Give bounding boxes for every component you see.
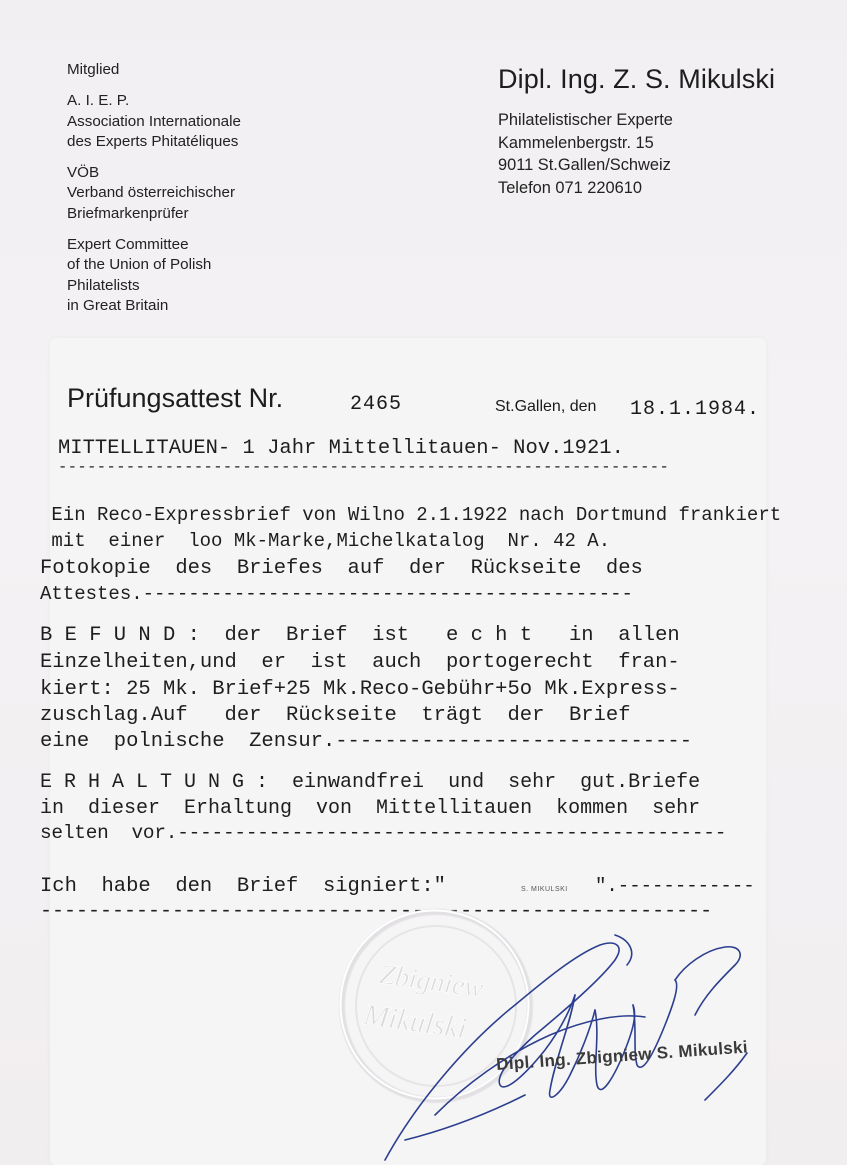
- membership-heading: Mitglied: [67, 61, 120, 78]
- certificate-number: 2465: [350, 393, 403, 416]
- membership-polish-committee: [67, 235, 367, 316]
- membership-aiep: [67, 91, 367, 152]
- certificate-date: 18.1.1984.: [630, 398, 761, 421]
- expert-street: Kammelenbergstr. 15: [498, 133, 654, 152]
- seal-text: Mikulski: [361, 998, 469, 1046]
- condition-line: in dieser Erhaltung von Mittellitauen kommen sehr: [40, 797, 701, 820]
- findings-line: kiert: 25 Mk. Brief+25 Mk.Reco-Gebühr+5o Mk.Express-: [40, 678, 680, 701]
- membership-line: Briefmarkenprüfer: [67, 204, 189, 222]
- expert-title: Philatelistischer Experte: [498, 111, 673, 129]
- membership-voeb: [67, 163, 367, 224]
- certificate-title: Prüfungsattest Nr.: [67, 383, 284, 413]
- membership-line: Expert Committee: [67, 236, 189, 254]
- membership-line: of the Union of Polish: [67, 256, 212, 274]
- signature-name-stamp: Dipl. Ing. Zbigniew S. Mikulski: [495, 1037, 749, 1075]
- condition-line: E R H A L T U N G : einwandfrei und sehr gut.Briefe: [40, 771, 701, 794]
- place-date-label: St.Gallen, den: [495, 398, 597, 415]
- condition-line: selten vor.------------------------------------------------: [40, 822, 727, 844]
- membership-line: des Experts Phitatéliques: [67, 132, 239, 150]
- expert-phone: Telefon 071 220610: [498, 178, 643, 197]
- subject-line: MITTELLITAUEN- 1 Jahr Mittellitauen- Nov.1921.: [58, 437, 624, 460]
- membership-line: VÖB: [67, 164, 100, 182]
- membership-line: A. I. E. P.: [67, 92, 130, 110]
- description-line: Fotokopie des Briefes auf der Rückseite des: [40, 557, 643, 580]
- mini-signature-stamp: S. MIKULSKI: [521, 886, 568, 893]
- membership-block: [67, 60, 367, 327]
- expert-name: Dipl. Ing. Z. S. Mikulski: [498, 64, 776, 94]
- signed-statement: Ich habe den Brief signiert:": [40, 875, 446, 898]
- subject-rule: ---------------------------------------------------------------: [58, 458, 670, 476]
- seal-text: Zbigniew: [377, 959, 486, 1005]
- description-line: Ein Reco-Expressbrief von Wilno 2.1.1922 nach Dortmund frankiert: [40, 504, 782, 526]
- closing-rule: --------------------------------------------------------: [40, 900, 713, 923]
- membership-line: in Great Britain: [67, 296, 169, 314]
- description-line: Attestes.-------------------------------------------: [40, 583, 633, 605]
- membership-line: Verband österreichischer: [67, 184, 235, 202]
- findings-line: Einzelheiten,und er ist auch portogerecht fran-: [40, 651, 680, 674]
- findings-line: zuschlag.Auf der Rückseite trägt der Brief: [40, 704, 631, 727]
- membership-line: Philatelists: [67, 276, 140, 294]
- expert-city: 9011 St.Gallen/Schweiz: [498, 156, 671, 174]
- expert-address-block: [498, 109, 673, 199]
- membership-line: Association Internationale: [67, 112, 241, 130]
- findings-line: B E F U N D : der Brief ist e c h t in allen: [40, 624, 680, 647]
- findings-line: eine polnische Zensur.-----------------------------: [40, 730, 693, 753]
- description-line: mit einer loo Mk-Marke,Michelkatalog Nr. 42 A.: [40, 530, 611, 552]
- signed-statement-end: ".------------: [595, 875, 755, 897]
